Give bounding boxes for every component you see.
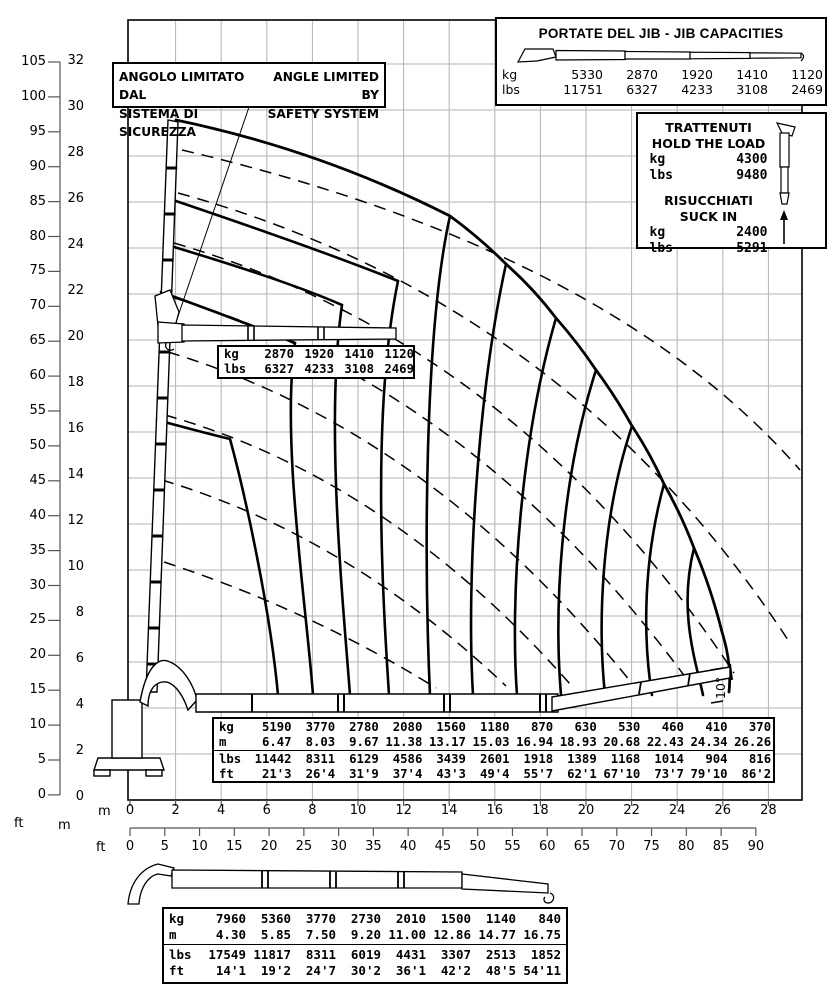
table-cell: 6327: [626, 82, 658, 97]
table-cell: 4431: [395, 946, 426, 962]
table-row: [164, 927, 566, 944]
row-unit-label: kg: [502, 67, 518, 82]
table-cell: 14'1: [215, 963, 246, 979]
table-cell: 6327: [264, 361, 294, 376]
axis-tick-label: 80: [678, 839, 695, 854]
axis-tick-label: 4: [75, 697, 84, 712]
axis-tick-label: 0: [125, 839, 135, 854]
axis-tick-label: 30: [330, 839, 347, 854]
warning-text-english: [264, 68, 379, 121]
capacity-curve: [515, 318, 556, 695]
table-cell: 11.38: [385, 734, 423, 749]
table-cell: 11442: [254, 752, 292, 767]
hold-kg-label: kg: [649, 152, 666, 167]
table-cell: 1168: [610, 752, 641, 767]
axis-tick-label: 15: [226, 839, 243, 854]
table-cell: 2870: [264, 347, 294, 362]
table-cell: 15.03: [472, 734, 510, 749]
raised-jib-10deg: [552, 667, 730, 711]
dashed-curve: [162, 480, 506, 686]
table-cell: 2730: [350, 910, 381, 926]
axis-tick-label: 0: [37, 786, 46, 802]
row-unit-label: lbs: [224, 361, 247, 376]
axis-tick-label: 22: [67, 283, 84, 298]
table-cell: 2601: [479, 752, 510, 767]
table-row: [214, 735, 773, 750]
bottom-m-unit-label: m: [98, 804, 111, 819]
axis-tick-label: 50: [29, 437, 46, 453]
table-cell: 816: [748, 752, 772, 767]
table-cell: 11.00: [388, 927, 426, 943]
axis-tick-label: 0: [75, 789, 84, 804]
capacity-curve: [427, 216, 450, 695]
axis-tick-label: 30: [29, 577, 46, 593]
capacity-curve: [164, 244, 350, 695]
angle-limited-warning-box: [112, 62, 386, 139]
capacity-curve: [167, 198, 398, 695]
table-cell: 79'10: [690, 766, 728, 781]
table-cell: 1410: [344, 347, 374, 362]
row-unit-label: kg: [219, 720, 234, 735]
table-cell: 530: [618, 720, 641, 735]
table-group: [164, 944, 566, 980]
dashed-curve: [165, 415, 570, 684]
table-cell: 54'11: [523, 963, 561, 979]
table-cell: 3770: [305, 720, 336, 735]
table-cell: 1852: [530, 946, 561, 962]
table-group: [164, 909, 566, 944]
axis-tick-label: 70: [608, 839, 626, 854]
table-group: [214, 719, 773, 750]
table-cell: 11817: [253, 946, 291, 962]
left-m-unit-label: m: [58, 818, 71, 833]
table-cell: 1920: [304, 347, 334, 362]
axis-tick-label: 60: [538, 839, 556, 854]
table-row: [219, 362, 413, 377]
table-cell: 8311: [305, 946, 336, 962]
table-row: [214, 752, 773, 767]
axis-tick-label: 80: [29, 228, 46, 244]
stowed-hook: [544, 893, 554, 903]
table-cell: 24'7: [305, 963, 336, 979]
row-unit-label: lbs: [219, 752, 242, 767]
table-cell: 3108: [344, 361, 374, 376]
axis-tick-label: 24: [668, 803, 686, 818]
table-cell: 20.68: [603, 734, 641, 749]
table-cell: 5.85: [260, 927, 291, 943]
mast-body: [146, 120, 178, 692]
axis-tick-label: 28: [67, 145, 84, 160]
table-cell: 2469: [384, 361, 414, 376]
axis-tick-label: 26: [67, 191, 84, 206]
hold-title-italian: TRATTENUTI: [665, 120, 752, 135]
table-cell: 36'1: [395, 963, 426, 979]
row-unit-label: ft: [169, 963, 185, 979]
table-group: [214, 750, 773, 782]
axis-tick-label: 26: [714, 803, 732, 818]
axis-tick-label: 4: [217, 803, 226, 818]
table-row: [497, 67, 825, 82]
warning-line: SAFETY SYSTEM: [267, 106, 379, 121]
table-cell: 1120: [791, 67, 823, 82]
axis-tick-label: 14: [440, 803, 458, 818]
row-unit-label: lbs: [169, 946, 192, 962]
axis-tick-label: 12: [395, 803, 412, 818]
capacity-curve: [646, 484, 664, 695]
table-cell: 16.75: [523, 927, 561, 943]
table-cell: 3108: [736, 82, 768, 97]
table-cell: 11751: [563, 82, 603, 97]
bottom-boom: [196, 694, 558, 712]
row-unit-label: kg: [169, 910, 185, 926]
table-cell: 26.26: [734, 734, 772, 749]
axis-tick-label: 25: [295, 839, 313, 854]
table-cell: 1500: [440, 910, 471, 926]
base-plate: [94, 758, 164, 770]
axis-tick-label: 20: [260, 839, 278, 854]
table-cell: 2010: [395, 910, 426, 926]
axis-tick-label: 22: [623, 803, 640, 818]
left-ft-unit-label: ft: [14, 816, 24, 831]
hold-lbs-label: lbs: [649, 168, 673, 183]
stowed-crane-drawing: [128, 864, 554, 904]
table-cell: 16.94: [516, 734, 554, 749]
axis-tick-label: 16: [67, 421, 84, 436]
row-unit-label: ft: [219, 766, 234, 781]
table-cell: 13.17: [428, 734, 466, 749]
jib-boom: [182, 325, 396, 341]
axis-tick-label: 10: [191, 839, 208, 854]
table-cell: 18.93: [559, 734, 597, 749]
capacity-curve: [602, 426, 632, 695]
table-cell: 7.50: [305, 927, 336, 943]
axis-tick-label: 45: [434, 839, 452, 854]
suck-kg-value: 2400: [736, 225, 768, 240]
hold-lbs-value: 9480: [736, 168, 768, 183]
axis-tick-label: 8: [308, 803, 317, 818]
table-row: [497, 82, 825, 97]
stowed-jib: [462, 874, 548, 893]
axis-tick-label: 40: [399, 839, 417, 854]
axis-tick-label: 2: [75, 743, 84, 758]
table-cell: 1560: [436, 720, 466, 735]
row-unit-label: m: [169, 927, 177, 943]
table-cell: 1920: [681, 67, 713, 82]
axis-tick-label: 45: [29, 472, 46, 488]
table-cell: 2780: [349, 720, 379, 735]
jib-raised-capacity-table: [217, 345, 415, 379]
table-cell: 14.77: [478, 927, 516, 943]
axis-tick-label: 5: [37, 752, 46, 767]
axis-tick-label: 55: [504, 839, 521, 854]
axis-tick-label: 55: [29, 403, 46, 418]
table-cell: 3439: [436, 752, 466, 767]
dashed-curve: [164, 562, 436, 688]
table-row: [214, 720, 773, 735]
axis-tick-label: 75: [643, 839, 660, 854]
main-boom-capacity-table: [162, 907, 568, 984]
axis-tick-label: 32: [67, 53, 84, 68]
suck-lbs-value: 5291: [736, 241, 768, 256]
table-cell: 9.20: [350, 927, 381, 943]
axis-tick-label: 2: [171, 803, 180, 818]
jib-icon: [515, 46, 807, 66]
warning-line: SISTEMA DI SICUREZZA: [119, 106, 199, 139]
axis-tick-label: 65: [573, 839, 591, 854]
suck-title-italian: RISUCCHIATI: [664, 193, 753, 208]
axis-tick-label: 85: [29, 193, 46, 209]
jib-capacity-table: [212, 717, 775, 783]
axis-tick-label: 18: [67, 375, 84, 390]
axis-tick-label: 20: [29, 647, 46, 663]
table-cell: 2080: [392, 720, 423, 735]
table-row: [164, 946, 566, 963]
table-cell: 22.43: [646, 734, 684, 749]
table-cell: 67'10: [603, 766, 641, 781]
base-column: [112, 700, 142, 758]
axis-tick-label: 15: [29, 682, 46, 698]
table-row: [219, 347, 413, 362]
suck-title-english: SUCK IN: [679, 209, 738, 224]
axis-tick-label: 60: [29, 368, 46, 384]
axis-tick-label: 8: [75, 605, 84, 620]
bottom-ft-unit-label: ft: [96, 840, 106, 855]
axis-tick-label: 10: [29, 717, 46, 733]
table-cell: 48'5: [485, 963, 516, 979]
table-cell: 904: [705, 752, 728, 767]
table-cell: 2513: [485, 946, 516, 962]
table-cell: 49'4: [479, 766, 510, 781]
jib-capacities-box: [495, 17, 827, 106]
stowed-boom: [172, 870, 462, 888]
axis-tick-label: 10: [349, 803, 367, 818]
table-cell: 8.03: [305, 734, 336, 749]
table-cell: 370: [748, 720, 772, 735]
table-cell: 840: [538, 910, 561, 926]
row-unit-label: kg: [224, 347, 239, 362]
axis-tick-label: 28: [760, 803, 777, 818]
table-cell: 73'7: [654, 766, 684, 781]
warning-line: ANGLE LIMITED BY: [273, 70, 379, 103]
suck-in-arrow-icon: [780, 210, 788, 244]
axis-tick-label: 65: [29, 333, 46, 349]
jib-capacities-rows: [497, 67, 825, 97]
axis-tick-label: 14: [67, 467, 84, 482]
table-cell: 410: [705, 720, 728, 735]
table-cell: 2469: [791, 82, 823, 97]
axis-tick-label: 100: [21, 88, 46, 104]
table-cell: 5330: [571, 67, 603, 82]
jib-angle-label: 10°: [713, 676, 728, 699]
axis-tick-label: 105: [21, 54, 46, 69]
table-cell: 3307: [440, 946, 471, 962]
hold-kg-value: 4300: [736, 152, 768, 167]
table-cell: 6.47: [261, 734, 292, 749]
table-cell: 62'1: [567, 766, 597, 781]
axis-tick-label: 18: [532, 803, 549, 818]
table-cell: 37'4: [392, 766, 423, 781]
table-cell: 24.34: [690, 734, 728, 749]
table-cell: 1014: [654, 752, 684, 767]
axis-tick-label: 10: [67, 559, 84, 574]
axis-tick-label: 35: [29, 542, 46, 558]
table-cell: 8311: [305, 752, 336, 767]
table-cell: 1180: [479, 720, 510, 735]
table-cell: 7960: [215, 910, 246, 926]
axis-tick-label: 16: [486, 803, 504, 818]
capacity-curve: [558, 370, 596, 695]
table-cell: 5360: [260, 910, 291, 926]
table-cell: 460: [661, 720, 684, 735]
axis-tick-label: 85: [712, 839, 730, 854]
table-cell: 9.67: [349, 734, 379, 749]
warning-text-italian: [119, 68, 264, 139]
table-cell: 1389: [567, 752, 597, 767]
table-cell: 1410: [736, 67, 768, 82]
axis-tick-label: 90: [29, 158, 46, 174]
axis-tick-label: 30: [67, 99, 84, 114]
row-unit-label: m: [219, 734, 227, 749]
mid-jib-drawing: [155, 290, 396, 350]
table-cell: 4.30: [215, 927, 246, 943]
table-cell: 86'2: [741, 766, 772, 781]
table-cell: 4586: [392, 752, 423, 767]
table-cell: 870: [530, 720, 554, 735]
axis-tick-label: 35: [365, 839, 382, 854]
table-cell: 630: [574, 720, 597, 735]
axis-tick-label: 6: [262, 803, 271, 818]
table-cell: 1918: [523, 752, 554, 767]
capacity-curve: [471, 264, 506, 695]
stowed-knuckle: [128, 864, 174, 904]
suck-kg-label: kg: [649, 225, 666, 240]
table-cell: 3770: [305, 910, 336, 926]
vertical-jib-icon: [765, 120, 805, 246]
jib-capacities-title: PORTATE DEL JIB - JIB CAPACITIES: [538, 26, 784, 41]
suck-lbs-label: lbs: [649, 241, 673, 256]
table-row: [164, 910, 566, 927]
table-cell: 12.86: [433, 927, 471, 943]
table-cell: 6129: [349, 752, 379, 767]
table-cell: 2870: [626, 67, 658, 82]
axis-tick-label: 12: [67, 513, 84, 528]
axis-tick-label: 5: [160, 839, 169, 854]
table-cell: 55'7: [523, 766, 554, 781]
table-cell: 42'2: [440, 963, 471, 979]
jib-mount: [158, 322, 184, 343]
axis-tick-label: 20: [67, 329, 84, 344]
row-unit-label: lbs: [502, 82, 520, 97]
table-cell: 26'4: [305, 766, 336, 781]
axis-tick-label: 24: [67, 237, 84, 252]
axis-tick-label: 40: [29, 507, 46, 523]
table-cell: 1140: [485, 910, 516, 926]
axis-tick-label: 90: [747, 839, 765, 854]
table-cell: 5190: [261, 720, 292, 735]
hold-suck-box: [636, 112, 827, 256]
table-cell: 6019: [350, 946, 381, 962]
axis-tick-label: 75: [29, 263, 46, 279]
axis-tick-label: 50: [469, 839, 486, 854]
table-row: [164, 963, 566, 980]
axis-tick-label: 0: [125, 803, 135, 818]
table-cell: 1120: [384, 347, 414, 362]
axis-tick-label: 70: [29, 298, 46, 314]
table-cell: 4233: [304, 361, 334, 376]
crane-mast-drawing: [146, 120, 178, 692]
axis-tick-label: 20: [577, 803, 595, 818]
table-cell: 19'2: [260, 963, 291, 979]
warning-line: ANGOLO LIMITATO DAL: [119, 70, 245, 103]
table-cell: 43'3: [436, 766, 466, 781]
table-cell: 30'2: [350, 963, 381, 979]
hold-title-english: HOLD THE LOAD: [651, 136, 766, 151]
table-cell: 21'3: [261, 766, 292, 781]
axis-tick-label: 95: [29, 123, 46, 139]
table-row: [214, 767, 773, 782]
table-cell: 31'9: [349, 766, 379, 781]
table-cell: 4233: [681, 82, 713, 97]
table-cell: 17549: [208, 946, 246, 962]
axis-tick-label: 25: [29, 612, 46, 628]
axis-tick-label: 6: [75, 651, 84, 666]
